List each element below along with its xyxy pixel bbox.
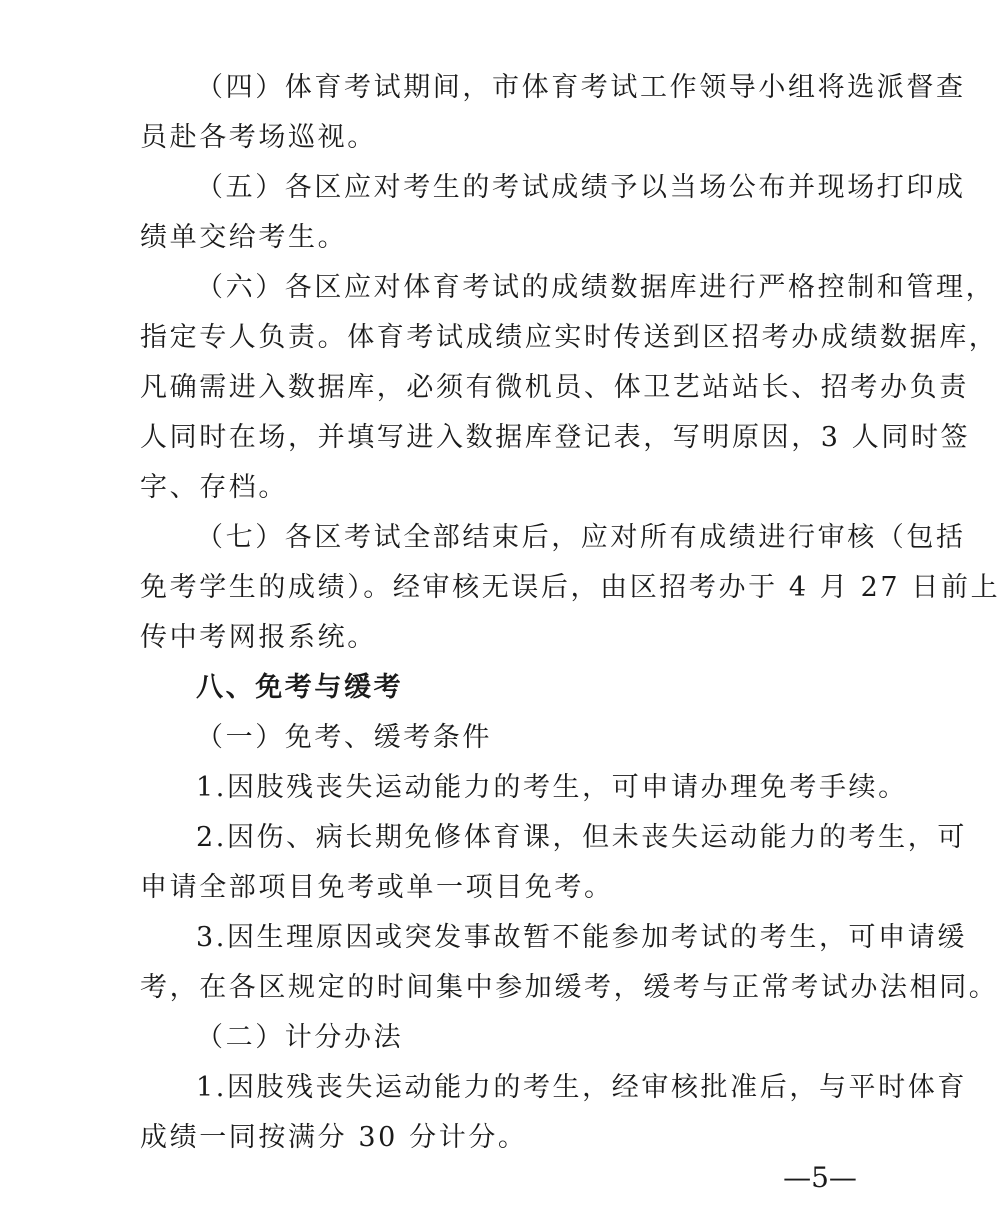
item-2-line-1: 2.因伤、病长期免修体育课，但未丧失运动能力的考生，可	[196, 822, 967, 853]
scoring-item-1-line-2: 成绩一同按满分 30 分计分。	[140, 1122, 528, 1153]
paragraph-4-line-2: 员赴各考场巡视。	[140, 122, 377, 153]
item-3-line-1: 3.因生理原因或突发事故暂不能参加考试的考生，可申请缓	[196, 922, 967, 953]
paragraph-6-line-5: 字、存档。	[140, 472, 288, 503]
subsection-2-heading: （二）计分办法	[196, 1022, 404, 1053]
paragraph-6-line-2: 指定专人负责。体育考试成绩应实时传送到区招考办成绩数据库，	[140, 322, 999, 353]
paragraph-6-line-1: （六）各区应对体育考试的成绩数据库进行严格控制和管理，	[196, 272, 996, 303]
paragraph-7-line-3: 传中考网报系统。	[140, 622, 377, 653]
page-number: —5—	[783, 1161, 857, 1194]
paragraph-7-line-2: 免考学生的成绩）。经审核无误后，由区招考办于 4 月 27 日前上	[140, 572, 1000, 603]
paragraph-6-line-4: 人同时在场，并填写进入数据库登记表，写明原因，3 人同时签	[140, 422, 971, 453]
paragraph-7-line-1: （七）各区考试全部结束后，应对所有成绩进行审核（包括	[196, 522, 966, 553]
paragraph-4-line-1: （四）体育考试期间，市体育考试工作领导小组将选派督查	[196, 72, 966, 103]
paragraph-6-line-3: 凡确需进入数据库，必须有微机员、体卫艺站站长、招考办负责	[140, 372, 969, 403]
paragraph-5-line-2: 绩单交给考生。	[140, 222, 348, 253]
paragraph-5-line-1: （五）各区应对考生的考试成绩予以当场公布并现场打印成	[196, 172, 966, 203]
section-8-heading: 八、免考与缓考	[196, 672, 404, 703]
item-2-line-2: 申请全部项目免考或单一项目免考。	[140, 872, 614, 903]
subsection-1-heading: （一）免考、缓考条件	[196, 722, 492, 753]
item-1-line-1: 1.因肢残丧失运动能力的考生，可申请办理免考手续。	[196, 772, 908, 803]
scoring-item-1-line-1: 1.因肢残丧失运动能力的考生，经审核批准后，与平时体育	[196, 1072, 967, 1103]
item-3-line-2: 考，在各区规定的时间集中参加缓考，缓考与正常考试办法相同。	[140, 972, 999, 1003]
